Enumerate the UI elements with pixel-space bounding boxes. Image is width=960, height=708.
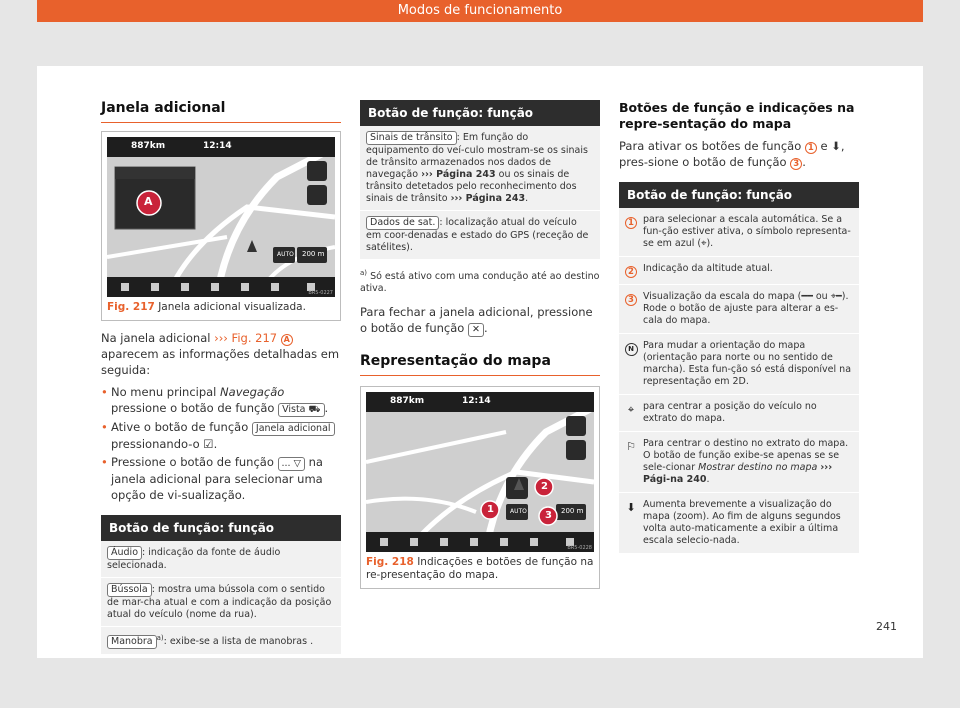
function-table-1 xyxy=(101,515,341,654)
table-header: Botão de função: função xyxy=(619,182,859,208)
bullet-text: na janela adicional para selecionar uma opção de vi-sualização. xyxy=(111,455,323,502)
table-row xyxy=(619,395,859,432)
page-link[interactable]: ››› Página 243 xyxy=(450,193,526,204)
nav-screen-217 xyxy=(107,137,335,297)
car-icon: ⛟ xyxy=(308,404,321,415)
close-post: . xyxy=(483,321,488,336)
bullet-2 xyxy=(101,419,341,452)
manobra-key[interactable]: Manobra xyxy=(107,635,157,649)
audio-key[interactable]: Áudio xyxy=(107,546,142,560)
row-text: : indicação da fonte de áudio selecionada. xyxy=(107,547,281,571)
screen-scale: 200 m xyxy=(561,507,584,516)
caption-text: Janela adicional visualizada. xyxy=(158,301,306,313)
fig-link[interactable]: ››› Fig. 217 xyxy=(214,331,278,345)
key-label: Vista xyxy=(282,404,306,415)
table-header: Botão de função: função xyxy=(101,515,341,541)
intro-mid: e xyxy=(820,139,828,153)
options-button[interactable]: ... ▽ xyxy=(278,457,305,471)
callout-3: 3 xyxy=(545,510,552,522)
icon-table-body xyxy=(619,208,859,553)
row-text: : localização atual do veículo em coor-denadas e estado do GPS (receção de satélites). xyxy=(366,217,589,253)
page-number: 241 xyxy=(876,620,897,633)
figure-217-caption xyxy=(107,301,335,314)
figure-code: BR5-0227 xyxy=(308,290,333,296)
intro-pre: Para ativar os botões de função xyxy=(619,139,802,153)
bullet-text: pressione o botão de função xyxy=(111,401,275,415)
figure-218 xyxy=(360,386,600,589)
footnote-mark: a) xyxy=(360,269,368,277)
col3-intro xyxy=(619,138,859,170)
section-title-mapa: Representação do mapa xyxy=(360,353,600,376)
row-text: ou os sinais de trânsito detetados pelo reconhecimento dos sinais de trânsito xyxy=(366,169,577,204)
row-text: : mostra uma bússola com o sentido de mar-cha atual e com a indicação da posição atual do veículo (nome da rua). xyxy=(107,584,332,620)
screen-auto: AUTO xyxy=(277,251,294,258)
figure-code: BR5-0228 xyxy=(567,545,592,552)
table-row xyxy=(360,126,600,211)
sinais-key[interactable]: Sinais de trânsito xyxy=(366,131,457,145)
screen-distance: 887km xyxy=(131,141,166,151)
callout-2: 2 xyxy=(541,481,548,493)
screen-distance: 887km xyxy=(390,396,425,407)
row-text: : Em função do equipamento do veí-culo mostram-se os sinais de trânsito armazenados nos dados de navegação xyxy=(366,132,588,180)
table-row xyxy=(101,578,341,627)
figure-number: Fig. 218 xyxy=(366,556,414,569)
column-right xyxy=(619,100,859,553)
screen-callout-a: A xyxy=(144,195,153,208)
screen-time: 12:14 xyxy=(203,141,232,151)
intro-end: . xyxy=(802,155,806,169)
callout-2-icon: 2 xyxy=(625,266,637,278)
figure-217 xyxy=(101,131,341,321)
row-text-end: . xyxy=(706,474,710,485)
table-row xyxy=(619,432,859,493)
section-title-janela: Janela adicional xyxy=(101,100,341,123)
caption-text: Indicações e botões de função na re-presentação do mapa. xyxy=(366,556,594,582)
bussola-key[interactable]: Bússola xyxy=(107,583,152,597)
page-link[interactable]: ››› Pági-na 240 xyxy=(643,462,833,485)
vista-button[interactable] xyxy=(278,403,324,417)
callout-3-icon: 3 xyxy=(790,158,802,170)
table-row xyxy=(619,493,859,553)
row-text: para selecionar a escala automática. Se a fun-ção estiver ativa, o símbolo representa-se em azul (⌖). xyxy=(643,214,851,249)
bullet-italic: Navegação xyxy=(220,385,285,399)
row-text: : exibe-se a lista de manobras . xyxy=(163,636,314,648)
footnote xyxy=(360,267,600,295)
callout-1: 1 xyxy=(487,504,494,516)
screen-auto: AUTO xyxy=(510,508,527,516)
table-row xyxy=(101,627,341,654)
table-row xyxy=(619,257,859,285)
table-row xyxy=(619,208,859,257)
page-link[interactable]: ››› Página 243 xyxy=(421,169,496,180)
row-text: Aumenta brevemente a visualização do mapa (zoom). Ao fim de alguns segundos volta auto-maticamente a exibir a última escala selecio-nada. xyxy=(643,499,841,546)
intro-post: , pres-sione o botão de função xyxy=(619,139,845,169)
function-table-2 xyxy=(360,100,600,259)
callout-3-icon: 3 xyxy=(625,294,637,306)
intro-pre: Na janela adicional xyxy=(101,331,211,345)
bullet-text: No menu principal xyxy=(111,385,217,399)
close-paragraph xyxy=(360,304,600,337)
row-text: para centrar a posição do veículo no extrato do mapa. xyxy=(643,401,817,424)
screen-time: 12:14 xyxy=(462,396,491,407)
table-row xyxy=(101,541,341,578)
row-text xyxy=(643,438,859,486)
page-header: Modos de funcionamento xyxy=(37,0,923,22)
callout-a-icon: A xyxy=(281,334,293,346)
column-middle xyxy=(360,100,600,589)
bullet-1 xyxy=(101,384,341,417)
callout-1-icon: 1 xyxy=(805,142,817,154)
center-vehicle-icon: ⌖ xyxy=(627,403,635,416)
function-table-3 xyxy=(619,182,859,553)
row-text: Visualização da escala do mapa (━━ ou ⌖━). Rode o botão de ajuste para alterar a es-cala do mapa. xyxy=(643,291,849,326)
table-row xyxy=(360,211,600,259)
footnote-text: Só está ativo com uma condução até ao destino ativa. xyxy=(360,271,600,295)
row-text: Indicação da altitude atual. xyxy=(643,263,773,274)
table-row xyxy=(619,334,859,395)
row-text: . xyxy=(525,193,529,204)
column-left xyxy=(101,100,341,654)
zoom-preview-icon: ⬇ xyxy=(626,501,636,514)
figure-number: Fig. 217 xyxy=(107,301,155,313)
section-heading: Botões de função e indicações na repre-sentação do mapa xyxy=(619,100,855,131)
zoom-icon: ⬇ xyxy=(831,139,841,153)
bullet-text: pressionando-o ☑. xyxy=(111,437,218,451)
close-pre: Para fechar a janela adicional, pressione o botão de função xyxy=(360,305,593,336)
table-row xyxy=(619,285,859,334)
center-destination-icon: ⚐ xyxy=(626,440,636,453)
row-italic: Mostrar destino no mapa xyxy=(698,462,818,473)
row-text: Para mudar a orientação do mapa (orientação para norte ou no sentido de marcha). Esta fun-ção só está disponível na representação em 2D. xyxy=(643,340,852,387)
screen-scale: 200 m xyxy=(302,250,325,258)
map-illustration xyxy=(366,392,594,552)
figure-218-caption xyxy=(366,556,594,582)
bullet-text: . xyxy=(324,401,329,415)
dados-sat-key[interactable]: Dados de sat. xyxy=(366,216,439,230)
table-header: Botão de função: função xyxy=(360,100,600,126)
footnote-ref: a) xyxy=(156,634,164,642)
bullet-3 xyxy=(101,454,341,503)
map-illustration xyxy=(107,137,335,297)
bullet-text: Pressione o botão de função xyxy=(111,455,274,469)
callout-1-icon: 1 xyxy=(625,217,637,229)
intro-post: aparecem as informações detalhadas em seguida: xyxy=(101,347,340,377)
bullet-text: Ative o botão de função xyxy=(111,420,249,434)
close-button[interactable]: ✕ xyxy=(468,323,484,337)
intro-paragraph xyxy=(101,330,341,378)
north-orientation-icon: N xyxy=(625,343,638,356)
nav-screen-218 xyxy=(366,392,594,552)
row-text-part: Para centrar o destino no extrato do mapa. O botão de função exibe-se apenas se se sele-cionar xyxy=(643,438,849,473)
janela-adicional-button[interactable]: Janela adicional xyxy=(252,422,335,436)
